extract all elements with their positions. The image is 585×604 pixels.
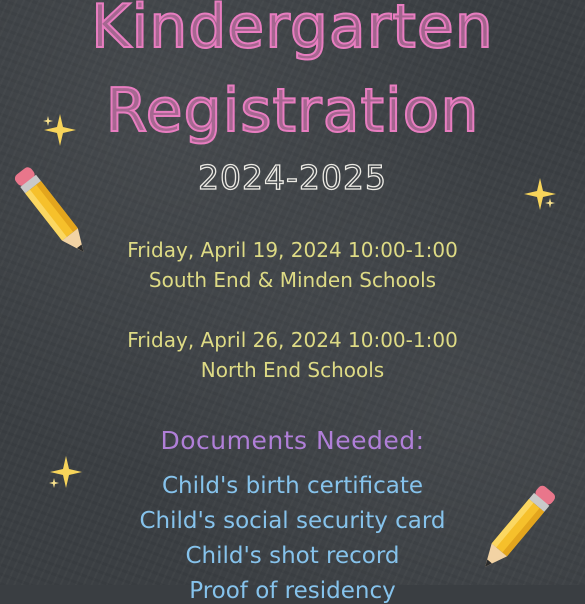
- document-item: Child's birth certificate: [161, 473, 424, 499]
- pencil-icon: [8, 158, 100, 270]
- documents-heading: Documents Needed:: [160, 426, 425, 455]
- title-line-1: Kindergarten: [91, 0, 494, 62]
- session-schools-2: North End Schools: [200, 358, 385, 382]
- session-schools-1: South End & Minden Schools: [148, 268, 437, 292]
- document-item: Proof of residency: [189, 578, 396, 604]
- sparkle-icon: [522, 176, 558, 212]
- session-date-1: Friday, April 19, 2024 10:00-1:00: [127, 238, 458, 262]
- pencil-icon: [467, 478, 565, 583]
- document-item: Child's social security card: [139, 508, 446, 534]
- session-date-2: Friday, April 26, 2024 10:00-1:00: [127, 328, 458, 352]
- document-item: Child's shot record: [185, 543, 400, 569]
- sparkle-icon: [48, 454, 84, 490]
- sparkle-icon: [42, 112, 78, 148]
- title-line-2: Registration: [105, 76, 480, 146]
- school-year: 2024-2025: [198, 158, 387, 197]
